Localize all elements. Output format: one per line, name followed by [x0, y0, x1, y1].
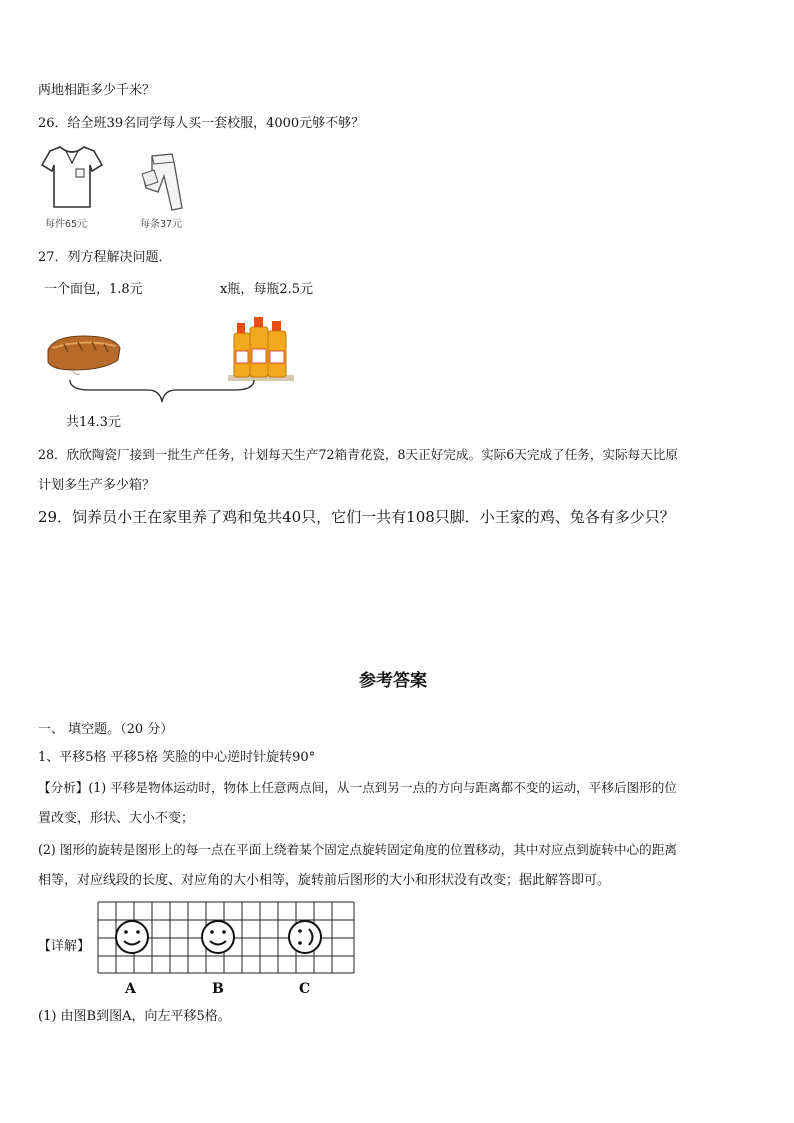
bread-image [44, 330, 124, 378]
analysis-2-line1: (2) 图形的旋转是图形上的每一点在平面上绕着某个固定点旋转固定角度的位置移动，其中对应点到旋转中心的距离 [38, 842, 677, 857]
detail-label: 【详解】 [38, 939, 91, 954]
answers-section-1: 一、 填空题。（20 分） [38, 722, 174, 737]
analysis-1-line1: 【分析】(1) 平移是物体运动时，物体上任意两点间，从一点到另一点的方向与距离都不变的运动，平移后图形的位 [38, 780, 677, 795]
bottle-price-label: x瓶，每瓶2.5元 [220, 282, 314, 297]
analysis-2-line2: 相等，对应线段的长度、对应角的大小相等，旋转前后图形的大小和形状没有改变；据此解答即可。 [38, 873, 611, 888]
grid-label-b: B [212, 981, 224, 997]
smiley-a [116, 921, 148, 953]
smiley-b [202, 921, 234, 953]
grid-label-a: A [125, 981, 136, 997]
question-28-line1: 28．欣欣陶瓷厂接到一批生产任务，计划每天生产72箱青花瓷，8天正好完成。实际6天完成了任务，实际每天比原 [38, 447, 678, 462]
oil-bottles-image [228, 313, 294, 383]
bread-price-label: 一个面包，1.8元 [44, 282, 143, 297]
pants-price-caption: 每条37元 [140, 219, 183, 230]
question-28-line2: 计划多生产多少箱？ [38, 478, 156, 493]
analysis-1-line2: 置改变，形状、大小不变； [38, 811, 195, 826]
shirt-image [40, 143, 104, 211]
pants-image [138, 152, 186, 212]
previous-question-tail: 两地相距多少千米？ [38, 83, 156, 98]
question-26: 26．给全班39名同学每人买一套校服，4000元够不够？ [38, 116, 365, 131]
smiley-grid-diagram [97, 901, 357, 975]
total-price-label: 共14.3元 [66, 415, 121, 430]
answers-title: 参考答案 [359, 671, 427, 691]
total-brace [60, 378, 260, 406]
grid-label-c: C [299, 981, 311, 997]
shirt-price-caption: 每件65元 [45, 219, 88, 230]
question-29: 29．饲养员小王在家里养了鸡和兔共40只，它们一共有108只脚．小王家的鸡、兔各有多少只？ [38, 508, 675, 526]
answer-1: 1、平移5格 平移5格 笑脸的中心逆时针旋转90° [38, 750, 316, 765]
smiley-c-rotated [289, 921, 321, 953]
question-27: 27．列方程解决问题． [38, 250, 172, 265]
detail-1: (1) 由图B到图A，向左平移5格。 [38, 1009, 231, 1024]
